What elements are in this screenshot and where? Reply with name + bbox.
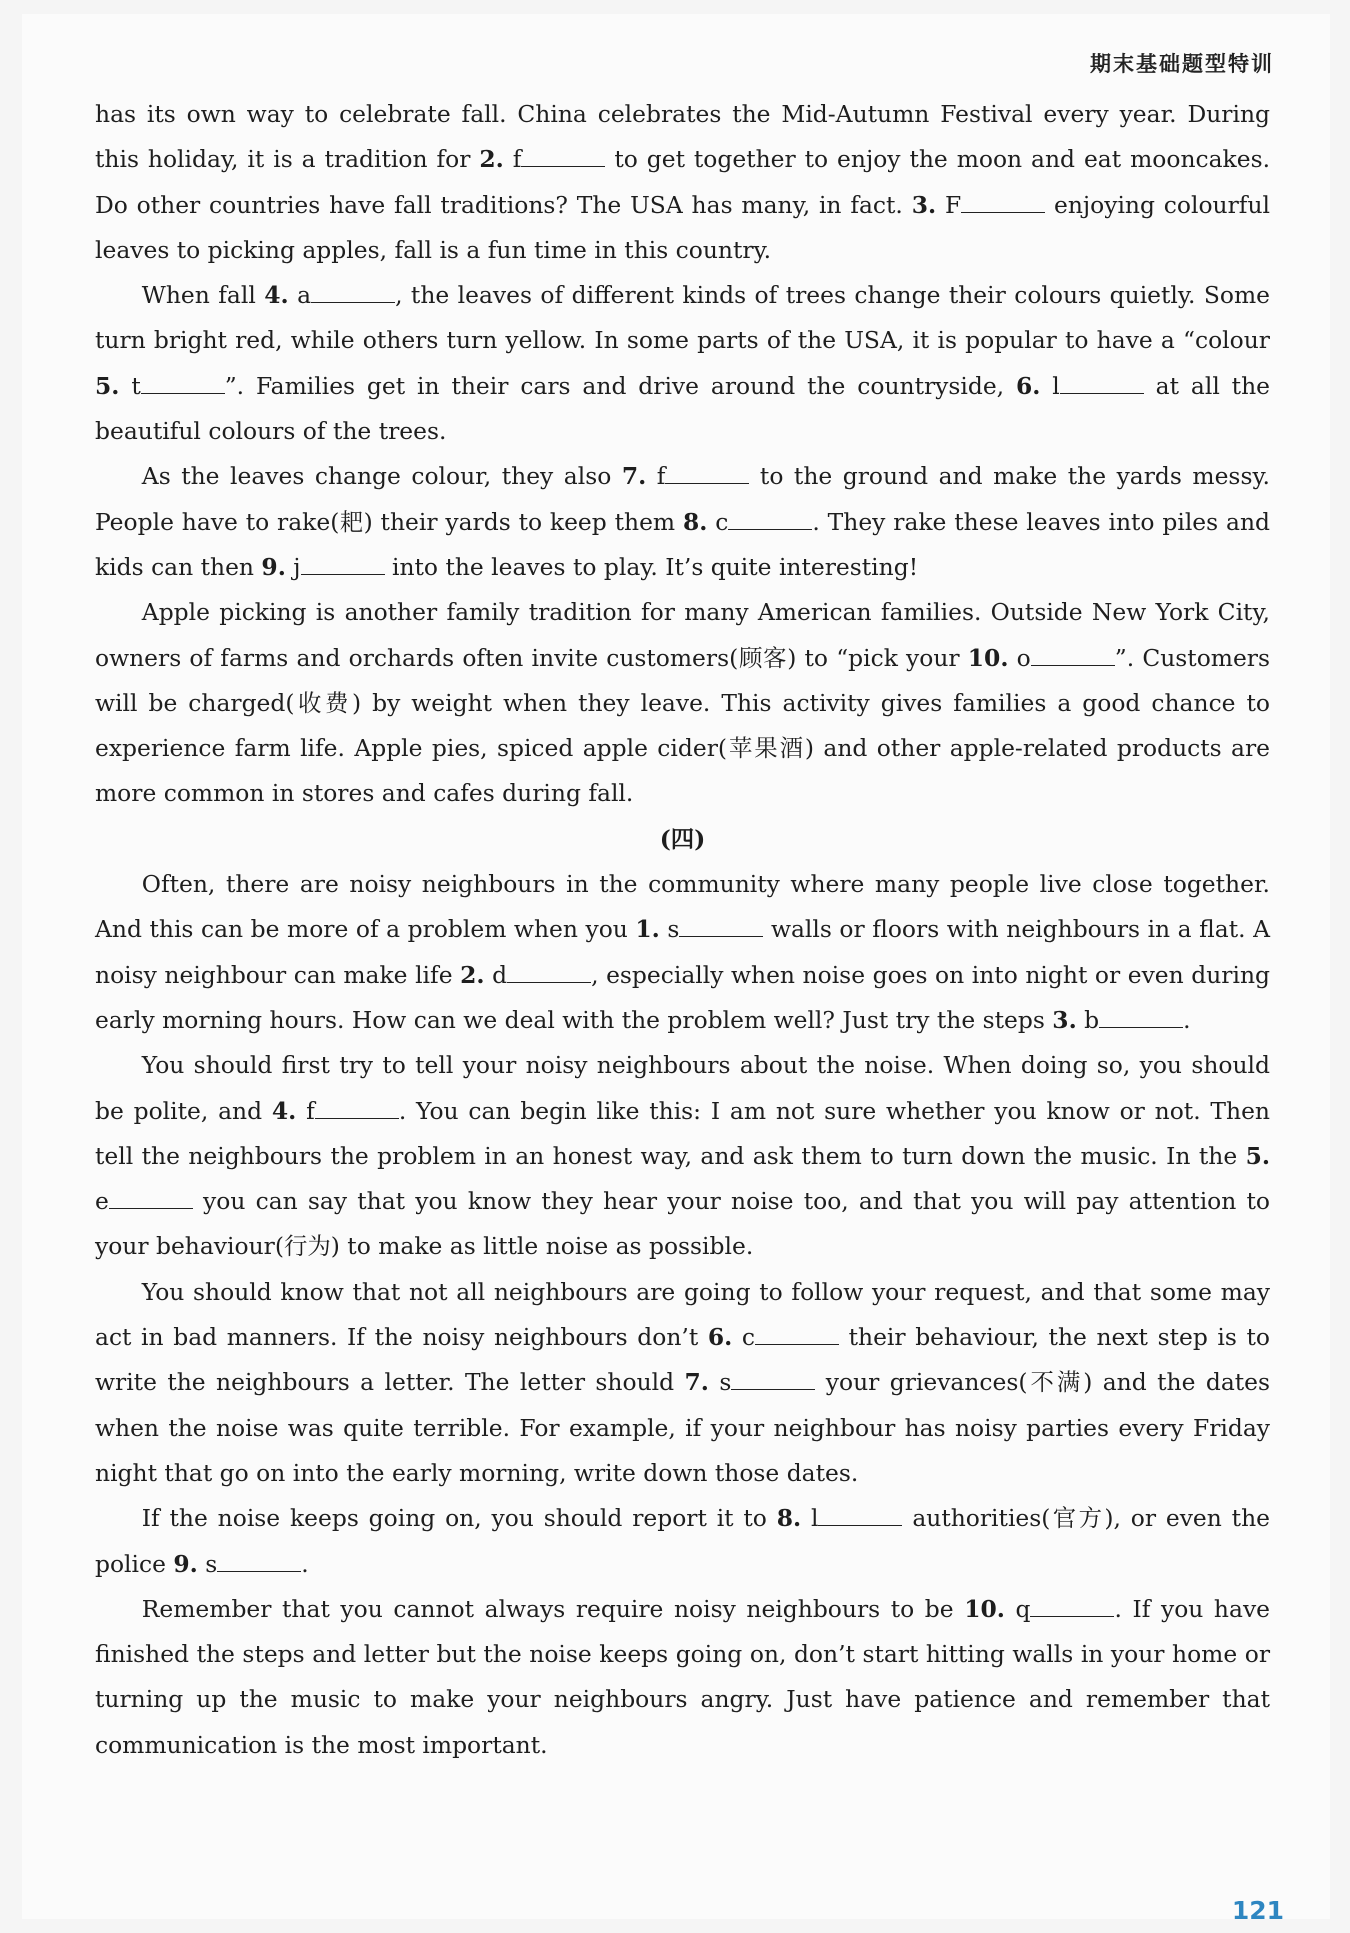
part3-paragraph-3: As the leaves change colour, they also 7. f to the ground and make the yards messy. People have to rake(耙) their yards to keep them 8. c . They rake these leaves into piles and kids can then 9. j into the leaves to play. It’s quite interesting! xyxy=(95,462,1271,581)
part4-paragraph-5: Remember that you cannot always require noisy neighbours to be 10. q . If you have finished the steps and letter but the noise keeps going on, don’t start hitting walls in your home or turning up the music to make your neighbours angry. Just have patience and remember that communication is the most important. xyxy=(95,1594,1271,1759)
question-number: 7. xyxy=(684,1368,709,1397)
part4-paragraph-3: You should know that not all neighbours are going to follow your request, and that some may act in bad manners. If the noisy neighbours don’t 6. c their behaviour, the next step is to write the neighbours a letter. The letter should 7. s your grievances(不满) and the dates when the noise was quite terrible. For example, if your neighbour has noisy parties every Friday night that go on into the early morning, write down those dates. xyxy=(95,1277,1271,1487)
answer-blank[interactable] xyxy=(818,1503,902,1526)
question-number: 8. xyxy=(776,1504,802,1533)
answer-blank[interactable] xyxy=(109,1186,193,1209)
question-number: 5. xyxy=(1245,1141,1270,1170)
answer-blank[interactable] xyxy=(217,1549,301,1572)
question-number: 9. xyxy=(261,552,286,581)
part4-paragraph-1: Often, there are noisy neighbours in the community where many people live close together. And this can be more of a problem when you 1. s walls or floors with neighbours in a flat. A noisy neighbour can make life 2. d , especially when noise goes on into night or even during early morning hours. How can we deal with the problem well? Just try the steps 3. b . xyxy=(95,870,1270,1034)
question-number: 3. xyxy=(911,190,937,219)
answer-blank[interactable] xyxy=(311,280,395,303)
question-number: 6. xyxy=(1015,371,1041,400)
answer-blank[interactable] xyxy=(728,507,812,530)
answer-blank[interactable] xyxy=(755,1322,839,1345)
question-number: 5. xyxy=(95,371,120,400)
answer-blank[interactable] xyxy=(315,1096,399,1119)
question-number: 7. xyxy=(621,462,647,491)
question-number: 10. xyxy=(964,1594,1005,1623)
section-title: (四) xyxy=(659,824,706,853)
question-number: 4. xyxy=(264,281,289,310)
answer-blank[interactable] xyxy=(731,1367,815,1390)
answer-blank[interactable] xyxy=(521,144,605,167)
answer-blank[interactable] xyxy=(1030,1594,1114,1617)
page-number: 121 xyxy=(1231,1896,1284,1925)
question-number: 10. xyxy=(967,643,1009,672)
answer-blank[interactable] xyxy=(1060,371,1144,394)
part4-paragraph-2: You should first try to tell your noisy neighbours about the noise. When doing so, you should be polite, and 4. f . You can begin like this: I am not sure whether you know or not. Then tell the neighbours the problem in an honest way, and ask them to turn down the music. In the 5. e you can say that you know they hear your noise too, and that you will pay attention to your behaviour(行为) to make as little noise as possible. xyxy=(95,1051,1271,1261)
answer-blank[interactable] xyxy=(665,461,749,484)
part4-paragraph-4: If the noise keeps going on, you should report it to 8. l authorities(官方), or even the police 9. s . xyxy=(95,1504,1270,1578)
question-number: 1. xyxy=(635,915,660,944)
answer-blank[interactable] xyxy=(141,371,225,394)
question-number: 8. xyxy=(682,507,708,536)
passage-body xyxy=(95,92,1270,1768)
answer-blank[interactable] xyxy=(1099,1005,1183,1028)
page-header-title: 期末基础题型特训 xyxy=(1090,52,1274,76)
answer-blank[interactable] xyxy=(679,914,763,937)
question-number: 2. xyxy=(460,960,485,989)
question-number: 2. xyxy=(479,145,504,174)
answer-blank[interactable] xyxy=(961,190,1045,213)
question-number: 4. xyxy=(271,1096,297,1125)
part3-paragraph-4: Apple picking is another family tradition for many American families. Outside New York City, owners of farms and orchards often invite customers(顾客) to “pick your 10. o ”. Customers will be charged(收费) by weight when they leave. This activity gives families a good chance to experience farm life. Apple pies, spiced apple cider(苹果酒) and other apple-related products are more common in stores and cafes during fall. xyxy=(95,598,1270,808)
question-number: 3. xyxy=(1052,1005,1077,1034)
part3-paragraph-2: When fall 4. a , the leaves of different kinds of trees change their colours quietly. Some turn bright red, while others turn yellow. In some parts of the USA, it is popular to have a “colour 5. t ”. Families get in their cars and drive around the countryside, 6. l at all the beautiful colours of the trees. xyxy=(95,281,1271,446)
answer-blank[interactable] xyxy=(1031,643,1115,666)
question-number: 9. xyxy=(173,1549,198,1578)
answer-blank[interactable] xyxy=(507,960,591,983)
part3-paragraph-1: has its own way to celebrate fall. China celebrates the Mid-Autumn Festival every year. During this holiday, it is a tradition for 2. f to get together to enjoy the moon and eat mooncakes. Do other countries have fall traditions? The USA has many, in fact. 3. F enjoying colourful leaves to picking apples, fall is a fun time in this country. xyxy=(95,100,1271,264)
answer-blank[interactable] xyxy=(301,552,385,575)
question-number: 6. xyxy=(707,1323,733,1352)
